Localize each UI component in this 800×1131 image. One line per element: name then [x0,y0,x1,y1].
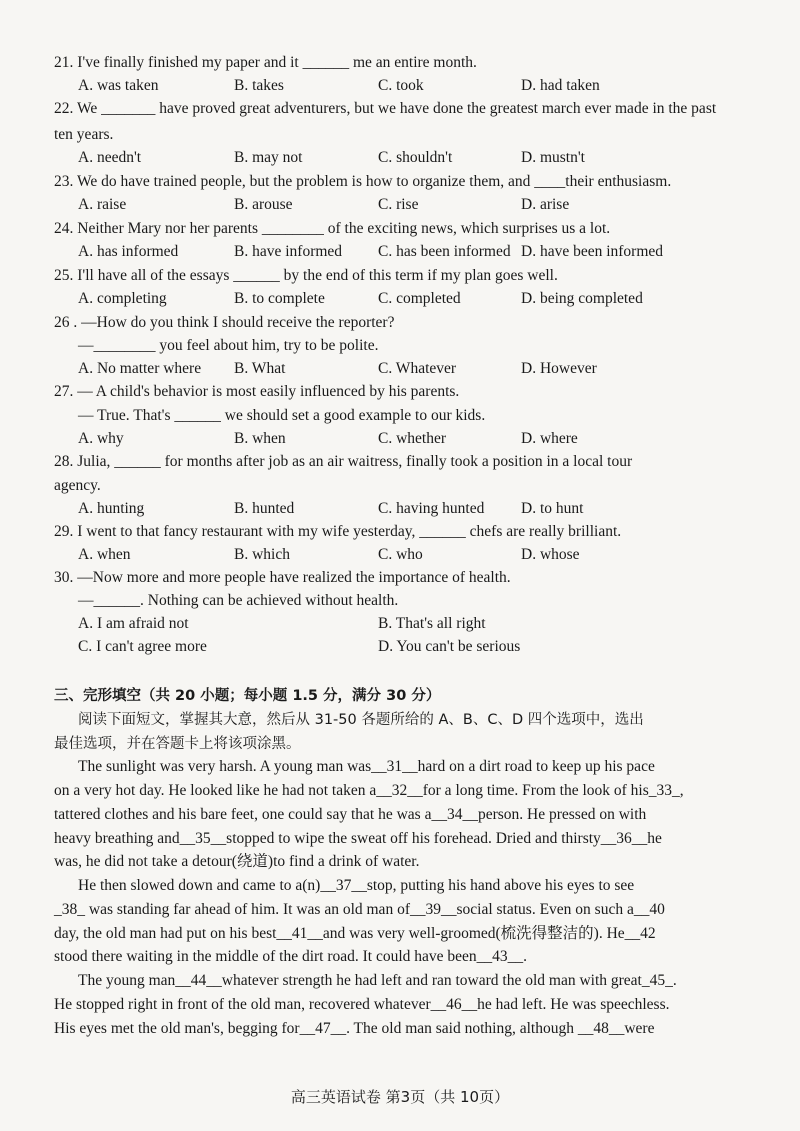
option-a: A. hunting [78,500,145,517]
question-stem-reply: —______. Nothing can be achieved without health. [78,592,399,609]
option-c: C. I can't agree more [78,638,207,655]
option-c: C. has been informed [378,243,511,260]
question-stem: Julia, ______ for months after job as an air waitress, finally took a position in a local tour [77,453,633,470]
section-heading: 三、完形填空（共 20 小题；每小题 1.5 分，满分 30 分） [54,688,441,704]
option-d: D. where [521,430,578,447]
option-d: D. arise [521,196,570,213]
option-a: A. why [78,430,124,447]
question-stem: I went to that fancy restaurant with my wife yesterday, ______ chefs are really brilliant. [77,523,622,540]
question-21 [54,53,477,73]
question-25 [54,266,558,286]
question-number: 25. [54,267,74,284]
option-a: A. when [78,546,131,563]
passage-line: heavy breathing and__35__stopped to wipe the sweat off his forehead. Dried and thirsty__36__he [54,830,662,847]
option-c: C. having hunted [378,500,485,517]
option-b: B. arouse [234,196,293,213]
question-stem-reply: — True. That's ______ we should set a good example to our kids. [78,407,486,424]
question-number: 29. [54,523,74,540]
question-22 [54,99,716,119]
option-b: B. What [234,360,286,377]
question-stem: I'll have all of the essays ______ by the end of this term if my plan goes well. [77,267,558,284]
option-d: D. being completed [521,290,643,307]
passage-line: He then slowed down and came to a(n)__37__stop, putting his hand above his eyes to see [78,877,635,894]
question-27 [54,382,459,402]
question-stem-continued: ten years. [54,126,114,143]
passage-line: on a very hot day. He looked like he had not taken a__32__for a long time. From the look of his_33_, [54,782,684,799]
option-a: A. was taken [78,77,159,94]
option-d: D. to hunt [521,500,584,517]
passage-line: _38_ was standing far ahead of him. It was an old man of__39__social status. Even on such a__40 [54,901,665,918]
question-24 [54,219,610,239]
option-a: A. raise [78,196,127,213]
question-number: 28. [54,453,74,470]
option-b: B. which [234,546,290,563]
question-28 [54,452,632,472]
question-number: 24. [54,220,74,237]
passage-line: stood there waiting in the middle of the dirt road. It could have been__43__. [54,948,528,965]
question-number: 22. [54,100,74,117]
question-30 [54,568,511,588]
question-29 [54,522,621,542]
question-stem: We do have trained people, but the problem is how to organize them, and ____their enthusiasm. [76,173,672,190]
passage-line: tattered clothes and his bare feet, one could say that he was a__34__person. He pressed on with [54,806,647,823]
option-c: C. rise [378,196,419,213]
option-c: C. took [378,77,424,94]
option-d: D. However [521,360,597,377]
option-a: A. No matter where [78,360,202,377]
option-a: A. completing [78,290,167,307]
passage-line: The young man__44__whatever strength he had left and ran toward the old man with great_45_. [78,972,677,989]
passage-line: His eyes met the old man's, begging for__47__. The old man said nothing, although __48__were [54,1020,655,1037]
question-stem: I've finally finished my paper and it ______ me an entire month. [77,54,477,71]
section-instructions-continued: 最佳选项，并在答题卡上将该项涂黑。 [54,736,301,752]
page-footer: 高三英语试卷 第3页（共 10页） [290,1088,510,1106]
option-d: D. mustn't [521,149,585,166]
passage-line: The sunlight was very harsh. A young man was__31__hard on a dirt road to keep up his pace [78,758,655,775]
option-b: B. to complete [234,290,325,307]
option-c: C. whether [378,430,447,447]
option-b: B. takes [234,77,284,94]
option-a: A. I am afraid not [78,615,189,632]
option-c: C. Whatever [378,360,457,377]
option-a: A. needn't [78,149,142,166]
question-stem: —Now more and more people have realized the importance of health. [77,569,511,586]
option-d: D. You can't be serious [378,638,521,655]
question-stem: —How do you think I should receive the reporter? [81,314,395,331]
question-26 [54,313,394,333]
question-stem: — A child's behavior is most easily influenced by his parents. [77,383,460,400]
option-d: D. whose [521,546,580,563]
option-b: B. have informed [234,243,343,260]
option-d: D. have been informed [521,243,664,260]
question-number: 26 . [54,314,78,331]
section-instructions: 阅读下面短文，掌握其大意，然后从 31-50 各题所给的 A、B、C、D 四个选项中，选出 [78,712,644,728]
option-c: C. who [378,546,423,563]
option-b: B. That's all right [378,615,486,632]
passage-line: day, the old man had put on his best__41__and was very well-groomed(梳洗得整洁的). He__42 [54,925,656,942]
question-stem: We _______ have proved great adventurers, but we have done the greatest march ever made in the past [76,100,717,117]
question-stem: Neither Mary nor her parents ________ of the exciting news, which surprises us a lot. [77,220,611,237]
question-stem-reply: —________ you feel about him, try to be polite. [78,337,379,354]
option-c: C. completed [378,290,461,307]
question-stem-continued: agency. [54,477,101,494]
passage-line: was, he did not take a detour(绕道)to find a drink of water. [54,853,420,870]
option-c: C. shouldn't [378,149,453,166]
option-d: D. had taken [521,77,600,94]
option-b: B. hunted [234,500,295,517]
question-number: 23. [54,173,74,190]
question-number: 21. [54,54,74,71]
option-a: A. has informed [78,243,179,260]
option-b: B. when [234,430,286,447]
question-number: 30. [54,569,74,586]
option-b: B. may not [234,149,303,166]
question-number: 27. [54,383,74,400]
passage-line: He stopped right in front of the old man, recovered whatever__46__he had left. He was speechless. [54,996,670,1013]
question-23 [54,172,671,192]
